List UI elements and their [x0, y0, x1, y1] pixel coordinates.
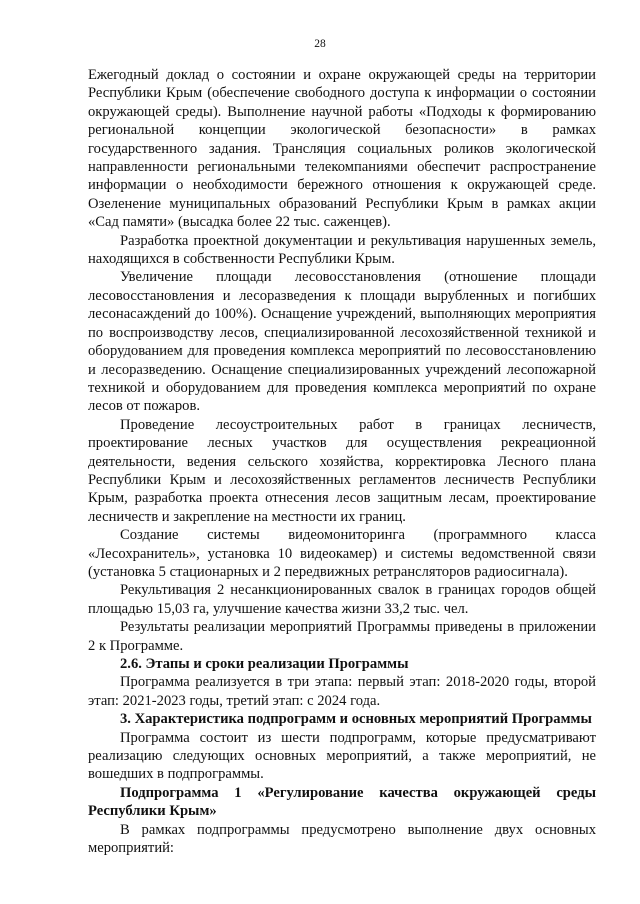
- paragraph-forest-management: Проведение лесоустроительных работ в границах лесничеств, проектирование лесных участков для осуществления рекреационной деятельности, ведения сельского хозяйства, корректировка Лесного плана Республики Крым и лесохозяйственных регламентов лесничеств Республики Крым, разработка проекта отнесения лесов защитным лесам, проектирование лесничеств и закрепление на местности их границ.: [88, 416, 596, 525]
- heading-subprogram-1: Подпрограмма 1 «Регулирование качества окружающей среды Республики Крым»: [88, 784, 596, 820]
- paragraph-landfill-reclamation: Рекультивация 2 несанкционированных свалок в границах городов общей площадью 15,03 га, улучшение качества жизни 33,2 тыс. чел.: [88, 582, 596, 617]
- page-number: 28: [314, 38, 326, 50]
- heading-subprograms-characteristics: 3. Характеристика подпрограмм и основных мероприятий Программы: [120, 711, 592, 728]
- document-body: [88, 66, 596, 857]
- paragraph-program-results: Результаты реализации мероприятий Программы приведены в приложении 2 к Программе.: [88, 619, 596, 654]
- paragraph-program-stages: Программа реализуется в три этапа: первый этап: 2018-2020 годы, второй этап: 2021-2023 годы, третий этап: с 2024 года.: [88, 674, 596, 709]
- paragraph-subprogram-1-activities: В рамках подпрограммы предусмотрено выполнение двух основных мероприятий:: [88, 821, 596, 857]
- heading-stages-and-terms: 2.6. Этапы и сроки реализации Программы: [120, 656, 409, 672]
- paragraph-program-composition: Программа состоит из шести подпрограмм, которые предусматривают реализацию следующих основных мероприятий, а также мероприятий, не вошедших в подпрограммы.: [88, 729, 596, 783]
- paragraph-reforestation: Увеличение площади лесовосстановления (отношение площади лесовосстановления и лесоразведения к площади вырубленных и погибших лесонасаждений до 100%). Оснащение учреждений, выполняющих мероприятия по воспроизводству лесов, специализированной лесохозяйственной техникой и оборудованием для проведения комплекса мероприятий по лесовосстановлению и лесоразведению. Оснащение специализированных учреждений лесопожарной техникой и оборудованием для проведения комплекса мероприятий по охране лесов от пожаров.: [88, 269, 596, 415]
- paragraph-annual-report: Ежегодный доклад о состоянии и охране окружающей среды на территории Республики Крым (обеспечение свободного доступа к информации о состоянии окружающей среды). Выполнение научной работы «Подходы к формированию региональной концепции экологической безопасности» в рамках государственного задания. Трансляция социальных роликов экологической направленности региональными телекомпаниями обеспечит распространение информации о необходимости бережного отношения к окружающей среде. Озеленение муниципальных образований Республики Крым в рамках акции «Сад памяти» (высадка более 22 тыс. саженцев).: [88, 67, 596, 231]
- paragraph-land-reclamation: Разработка проектной документации и рекультивация нарушенных земель, находящихся в собственности Республики Крым.: [88, 232, 596, 268]
- paragraph-video-monitoring: Создание системы видеомониторинга (программного класса «Лесохранитель», установка 10 видеокамер) и системы ведомственной связи (установка 5 стационарных и 2 передвижных ретрансляторов радиосигнала).: [88, 527, 596, 580]
